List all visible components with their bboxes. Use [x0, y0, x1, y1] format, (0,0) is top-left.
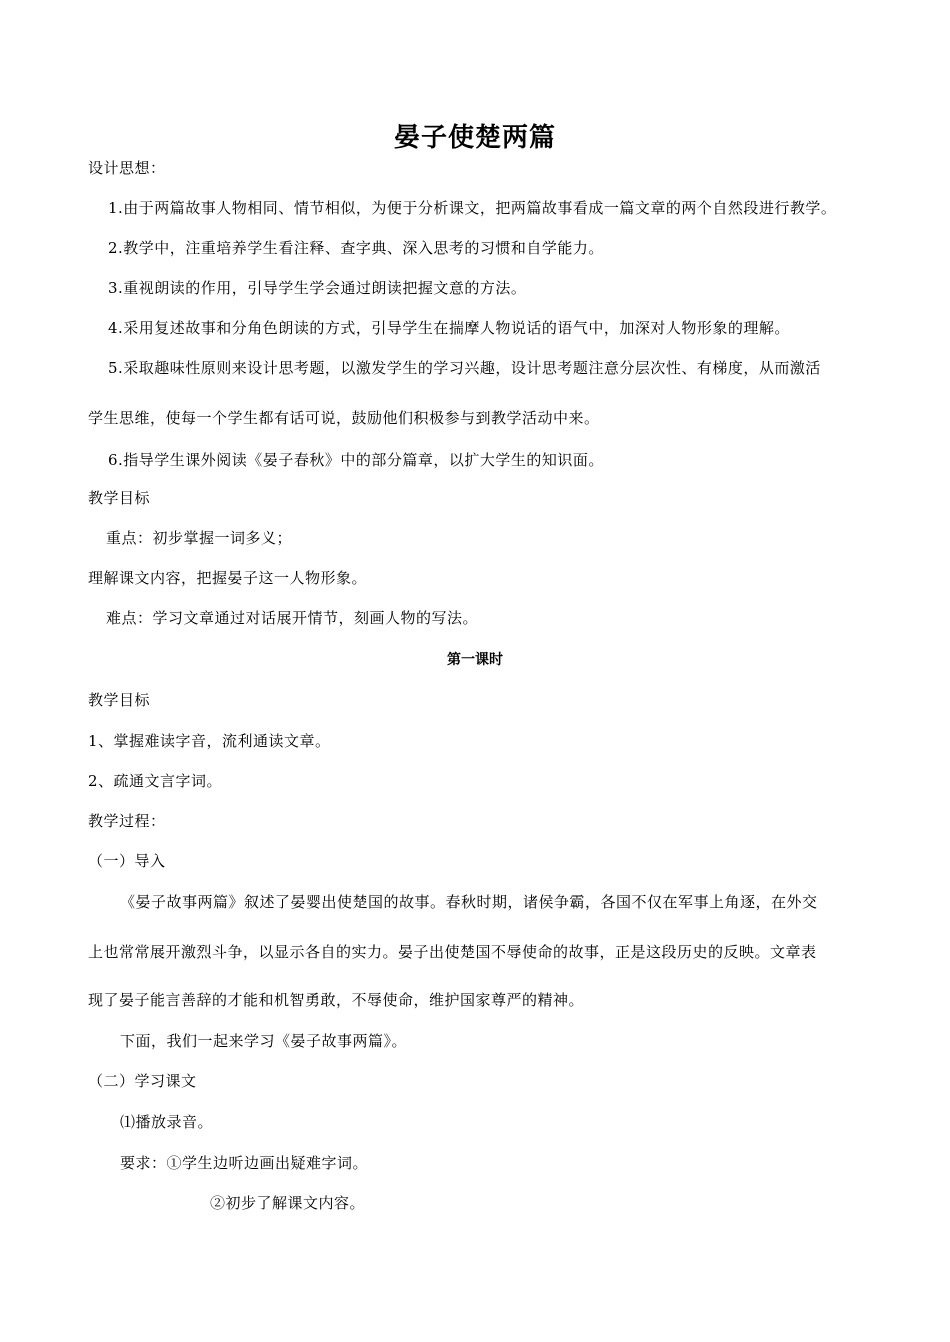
- key-point: 重点：初步掌握一词多义；: [106, 529, 293, 547]
- key-point-cont: 理解课文内容，把握晏子这一人物形象。: [88, 569, 368, 587]
- lesson-goal-1: 1、掌握难读字音，流利通读文章。: [88, 732, 331, 750]
- design-heading: 设计思想：: [88, 159, 166, 177]
- requirement-1: 要求：①学生边听边画出疑难字词。: [120, 1154, 369, 1172]
- design-point-1: 1.由于两篇故事人物相同、情节相似，为便于分析课文，把两篇故事看成一篇文章的两个自然段进行教学。: [108, 199, 837, 217]
- intro-line-3: 现了晏子能言善辞的才能和机智勇敢，不辱使命，维护国家尊严的精神。: [88, 991, 585, 1009]
- section1-heading: （一）导入: [88, 852, 166, 870]
- process-heading: 教学过程：: [88, 812, 166, 830]
- requirement-2: ②初步了解课文内容。: [210, 1194, 366, 1212]
- design-point-5: 5.采取趣味性原则来设计思考题，以激发学生的学习兴趣，设计思考题注意分层次性、有梯度，从而激活: [108, 359, 821, 377]
- step-1: ⑴播放录音。: [120, 1113, 214, 1131]
- intro-next: 下面，我们一起来学习《晏子故事两篇》。: [120, 1032, 408, 1050]
- lesson-goal-2: 2、疏通文言字词。: [88, 772, 223, 790]
- intro-line-1: 《晏子故事两篇》叙述了晏婴出使楚国的故事。春秋时期，诸侯争霸，各国不仅在军事上角逐，在外交: [120, 893, 818, 911]
- lesson-goals-heading: 教学目标: [88, 691, 151, 709]
- design-point-2: 2.教学中，注重培养学生看注释、查字典、深入思考的习惯和自学能力。: [108, 239, 604, 257]
- design-point-4: 4.采用复述故事和分角色朗读的方式，引导学生在揣摩人物说话的语气中，加深对人物形象的理解。: [108, 319, 790, 337]
- design-point-5-cont: 学生思维，使每一个学生都有话可说，鼓励他们积极参与到教学活动中来。: [88, 409, 600, 427]
- design-point-6: 6.指导学生课外阅读《晏子春秋》中的部分篇章，以扩大学生的知识面。: [108, 451, 604, 469]
- design-point-3: 3.重视朗读的作用，引导学生学会通过朗读把握文意的方法。: [108, 279, 527, 297]
- lesson-title: 第一课时: [447, 652, 503, 668]
- document-title: 晏子使楚两篇: [393, 123, 556, 153]
- section2-heading: （二）学习课文: [88, 1072, 197, 1090]
- goals-heading: 教学目标: [88, 489, 151, 507]
- difficulty: 难点：学习文章通过对话展开情节，刻画人物的写法。: [106, 609, 479, 627]
- intro-line-2: 上也常常展开激烈斗争，以显示各自的实力。晏子出使楚国不辱使命的故事，正是这段历史的反映。文章表: [88, 943, 817, 961]
